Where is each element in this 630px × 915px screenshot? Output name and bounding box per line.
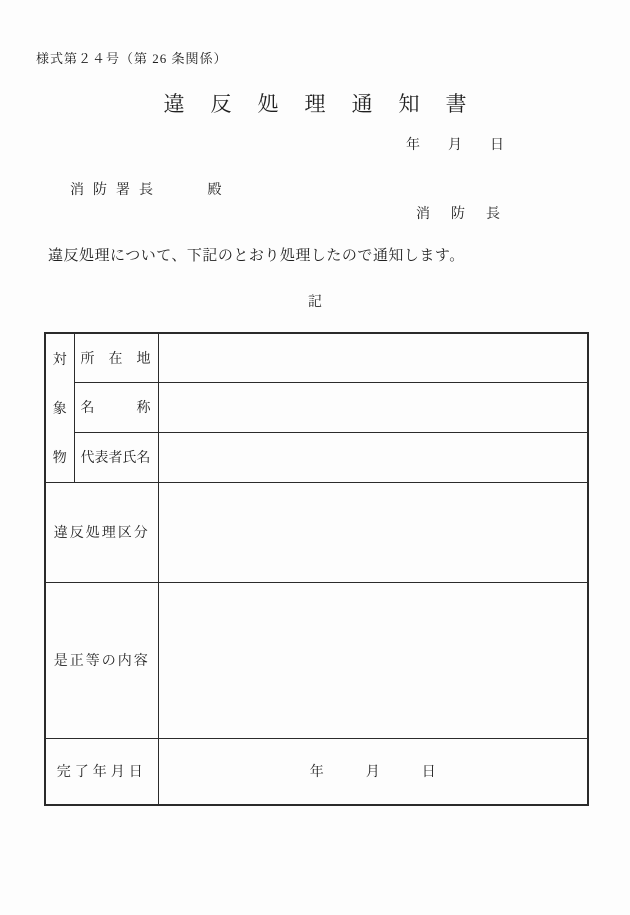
sender-title: 消防長 (416, 207, 521, 222)
field-representative-value (158, 432, 588, 482)
object-group-char: 象 (52, 401, 67, 417)
object-group-label (45, 333, 74, 482)
row-label-correction-details: 是正等の内容 (45, 582, 158, 738)
addressee-title: 消防署長 (70, 183, 162, 198)
section-marker: 記 (308, 295, 322, 310)
field-completion-date-value: 年 月 日 (158, 738, 588, 805)
row-label-location: 所 在 地 (74, 333, 158, 382)
addressee-line (70, 179, 222, 199)
row-label-violation-category: 違反処理区分 (45, 482, 158, 582)
table-row (45, 482, 588, 582)
page-title: 違反処理通知書 (163, 92, 493, 116)
issue-date-line: 年 月 日 (406, 138, 504, 153)
row-label-name: 名 称 (74, 382, 158, 432)
table-row (45, 432, 588, 482)
form-number: 様式第２４号（第 26 条関係） (36, 51, 228, 66)
field-violation-category-value (158, 482, 588, 582)
object-group-char: 対 (52, 352, 67, 368)
field-correction-details-value (158, 582, 588, 738)
table-row (45, 382, 588, 432)
row-label-completion-date: 完了年月日 (45, 738, 158, 805)
field-name-value (158, 382, 588, 432)
body-text: 違反処理について、下記のとおり処理したので通知します。 (48, 248, 465, 264)
table-row (45, 738, 588, 805)
field-location-value (158, 333, 588, 382)
table-row (45, 582, 588, 738)
row-label-representative: 代表者氏名 (74, 432, 158, 482)
form-table (44, 332, 589, 806)
addressee-honorific: 殿 (207, 183, 222, 198)
object-group-char: 物 (52, 450, 67, 466)
object-group-label-stack (46, 334, 74, 481)
table-row (45, 333, 588, 382)
